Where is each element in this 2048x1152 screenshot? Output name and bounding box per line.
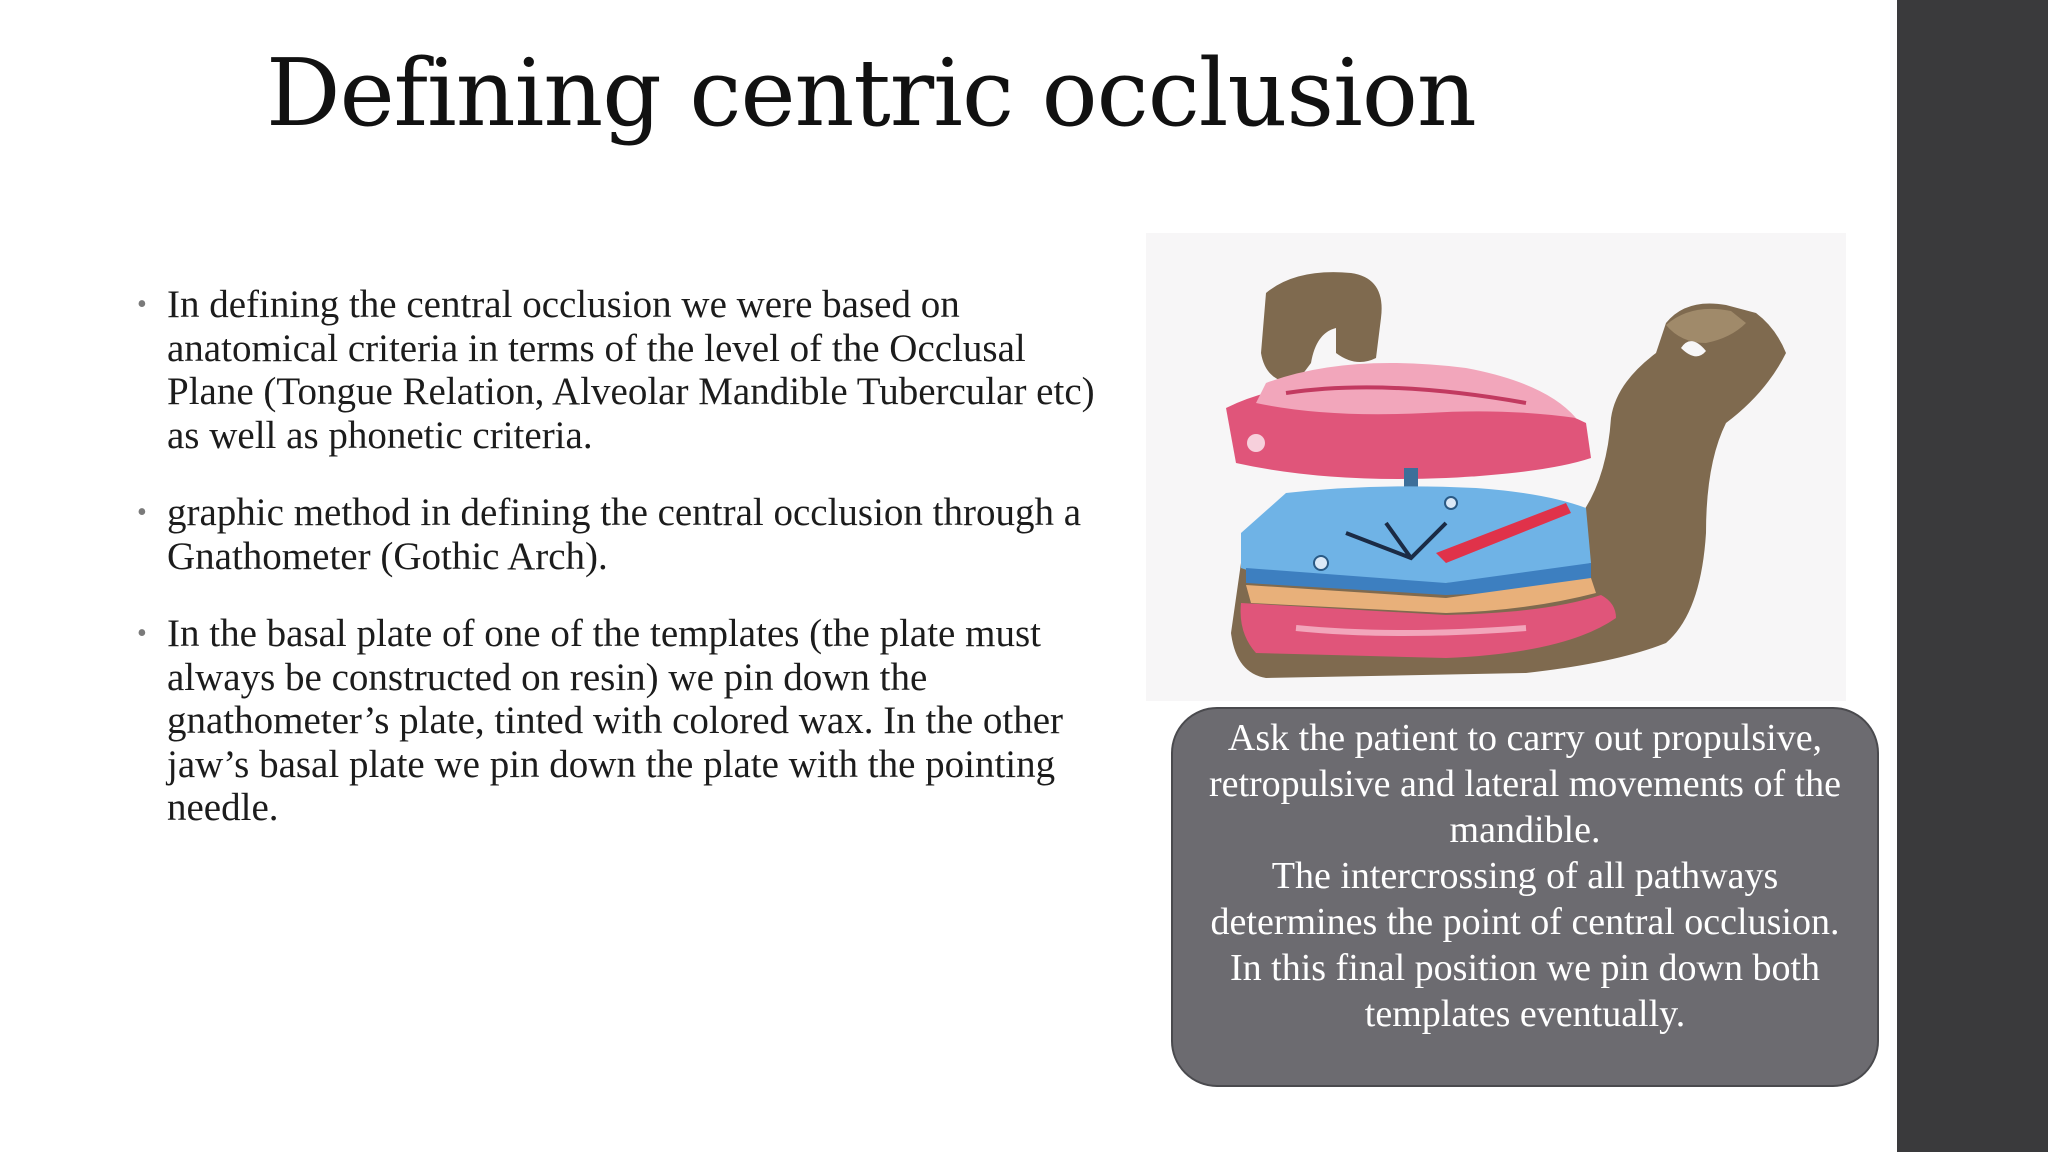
bullet-text: graphic method in defining the central occlusion through a Gnathometer (Gothic Arch). <box>167 491 1082 578</box>
illustration-svg <box>1146 233 1846 701</box>
callout-line: Ask the patient to carry out propulsive, retropulsive and lateral movements of the mandible. <box>1208 717 1842 851</box>
bullet-item <box>132 491 1112 578</box>
gnathometer-plate <box>1241 486 1591 583</box>
bullet-item <box>132 283 1112 457</box>
bullet-text: In defining the central occlusion we were based on anatomical criteria in terms of the level of the Occlusal Plane (Tongue Relation, Alveolar Mandible Tubercular etc) as well as phonetic criteria. <box>167 283 1095 457</box>
instruction-callout <box>1171 707 1879 1087</box>
upper-plate-marker <box>1247 434 1265 452</box>
mandible-gnathometer-illustration <box>1146 233 1846 701</box>
bullet-marker: • <box>137 289 147 320</box>
callout-line: In this final position we pin down both templates eventually. <box>1229 947 1821 1035</box>
plate-screw-2 <box>1445 497 1457 509</box>
bullet-marker: • <box>137 497 147 528</box>
presentation-side-bar <box>1897 0 2048 1152</box>
bullet-list <box>132 283 1112 864</box>
plate-screw <box>1314 556 1328 570</box>
callout-line: The intercrossing of all pathways determines the point of central occlusion. <box>1210 855 1840 943</box>
bullet-item <box>132 612 1112 830</box>
bullet-marker: • <box>137 618 147 649</box>
slide-title: Defining centric occlusion <box>266 39 1476 147</box>
bullet-text: In the basal plate of one of the templates (the plate must always be constructed on resin) we pin down the gnathometer’s plate, tinted with colored wax. In the other jaw’s basal plate we pin down the plate with the pointing needle. <box>167 612 1064 829</box>
